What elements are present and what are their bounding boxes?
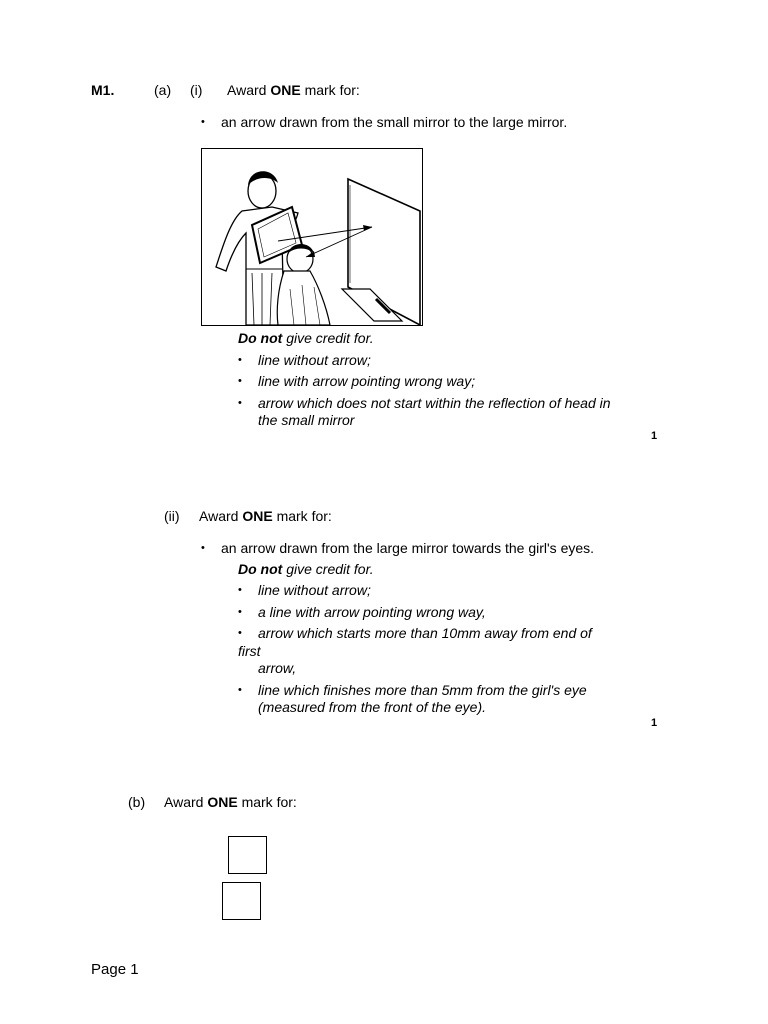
part-a-label: (a) — [154, 82, 172, 98]
answer-box — [228, 836, 267, 874]
award-text-end: mark for: — [276, 508, 332, 524]
no-credit-text: give credit for. — [286, 561, 374, 577]
exclusion-item-continued: the small mirror — [258, 412, 355, 428]
exclusion-item: line without arrow; — [258, 352, 371, 368]
exclusion-item: arrow which starts more than 10mm away from end of — [258, 625, 592, 641]
page-number: Page 1 — [91, 961, 139, 978]
sub-ii-award-line — [199, 508, 332, 525]
bullet-icon: • — [238, 397, 242, 409]
question-number: M1. — [91, 82, 115, 98]
mark-value: 1 — [651, 717, 658, 729]
exclusion-item: a line with arrow pointing wrong way, — [258, 604, 486, 620]
bullet-icon: • — [238, 584, 242, 596]
part-b-label: (b) — [128, 794, 146, 810]
hairdresser-mirror-drawing — [202, 149, 422, 325]
mirror-illustration — [201, 148, 423, 326]
no-credit-text: give credit for. — [286, 330, 374, 346]
mark-value: 1 — [651, 430, 658, 442]
bullet-icon: • — [238, 375, 242, 387]
bullet-icon: • — [238, 606, 242, 618]
bullet-icon: • — [238, 354, 242, 366]
award-text: Award — [227, 82, 267, 98]
exclusion-item: arrow which does not start within the reflection of head in — [258, 395, 611, 411]
award-text-end: mark for: — [241, 794, 297, 810]
bullet-icon: • — [201, 542, 205, 554]
bullet-icon: • — [238, 627, 242, 639]
part-b-award-line — [164, 794, 297, 811]
exclusion-item-continued: first — [238, 643, 261, 659]
answer-box — [222, 882, 261, 920]
award-bold: ONE — [242, 508, 273, 524]
sub-ii-main-point: an arrow drawn from the large mirror towards the girl's eyes. — [221, 540, 595, 556]
award-bold: ONE — [207, 794, 238, 810]
exclusion-item: line with arrow pointing wrong way; — [258, 373, 476, 389]
exclusion-item-continued: arrow, — [258, 660, 297, 676]
sub-ii-label: (ii) — [164, 508, 180, 524]
sub-i-no-credit — [238, 330, 374, 347]
award-text: Award — [164, 794, 204, 810]
exclusion-item: line which finishes more than 5mm from the girl's eye — [258, 682, 587, 698]
award-text: Award — [199, 508, 239, 524]
award-bold: ONE — [270, 82, 301, 98]
sub-i-label: (i) — [190, 82, 203, 98]
bullet-icon: • — [201, 116, 205, 128]
bullet-icon: • — [238, 684, 242, 696]
sub-i-award-line — [227, 82, 360, 99]
do-not-bold: Do not — [238, 561, 283, 577]
award-text-end: mark for: — [304, 82, 360, 98]
sub-ii-no-credit — [238, 561, 374, 578]
sub-i-main-point: an arrow drawn from the small mirror to the large mirror. — [221, 114, 568, 130]
do-not-bold: Do not — [238, 330, 283, 346]
exclusion-item: line without arrow; — [258, 582, 371, 598]
exclusion-item-continued: (measured from the front of the eye). — [258, 699, 486, 715]
